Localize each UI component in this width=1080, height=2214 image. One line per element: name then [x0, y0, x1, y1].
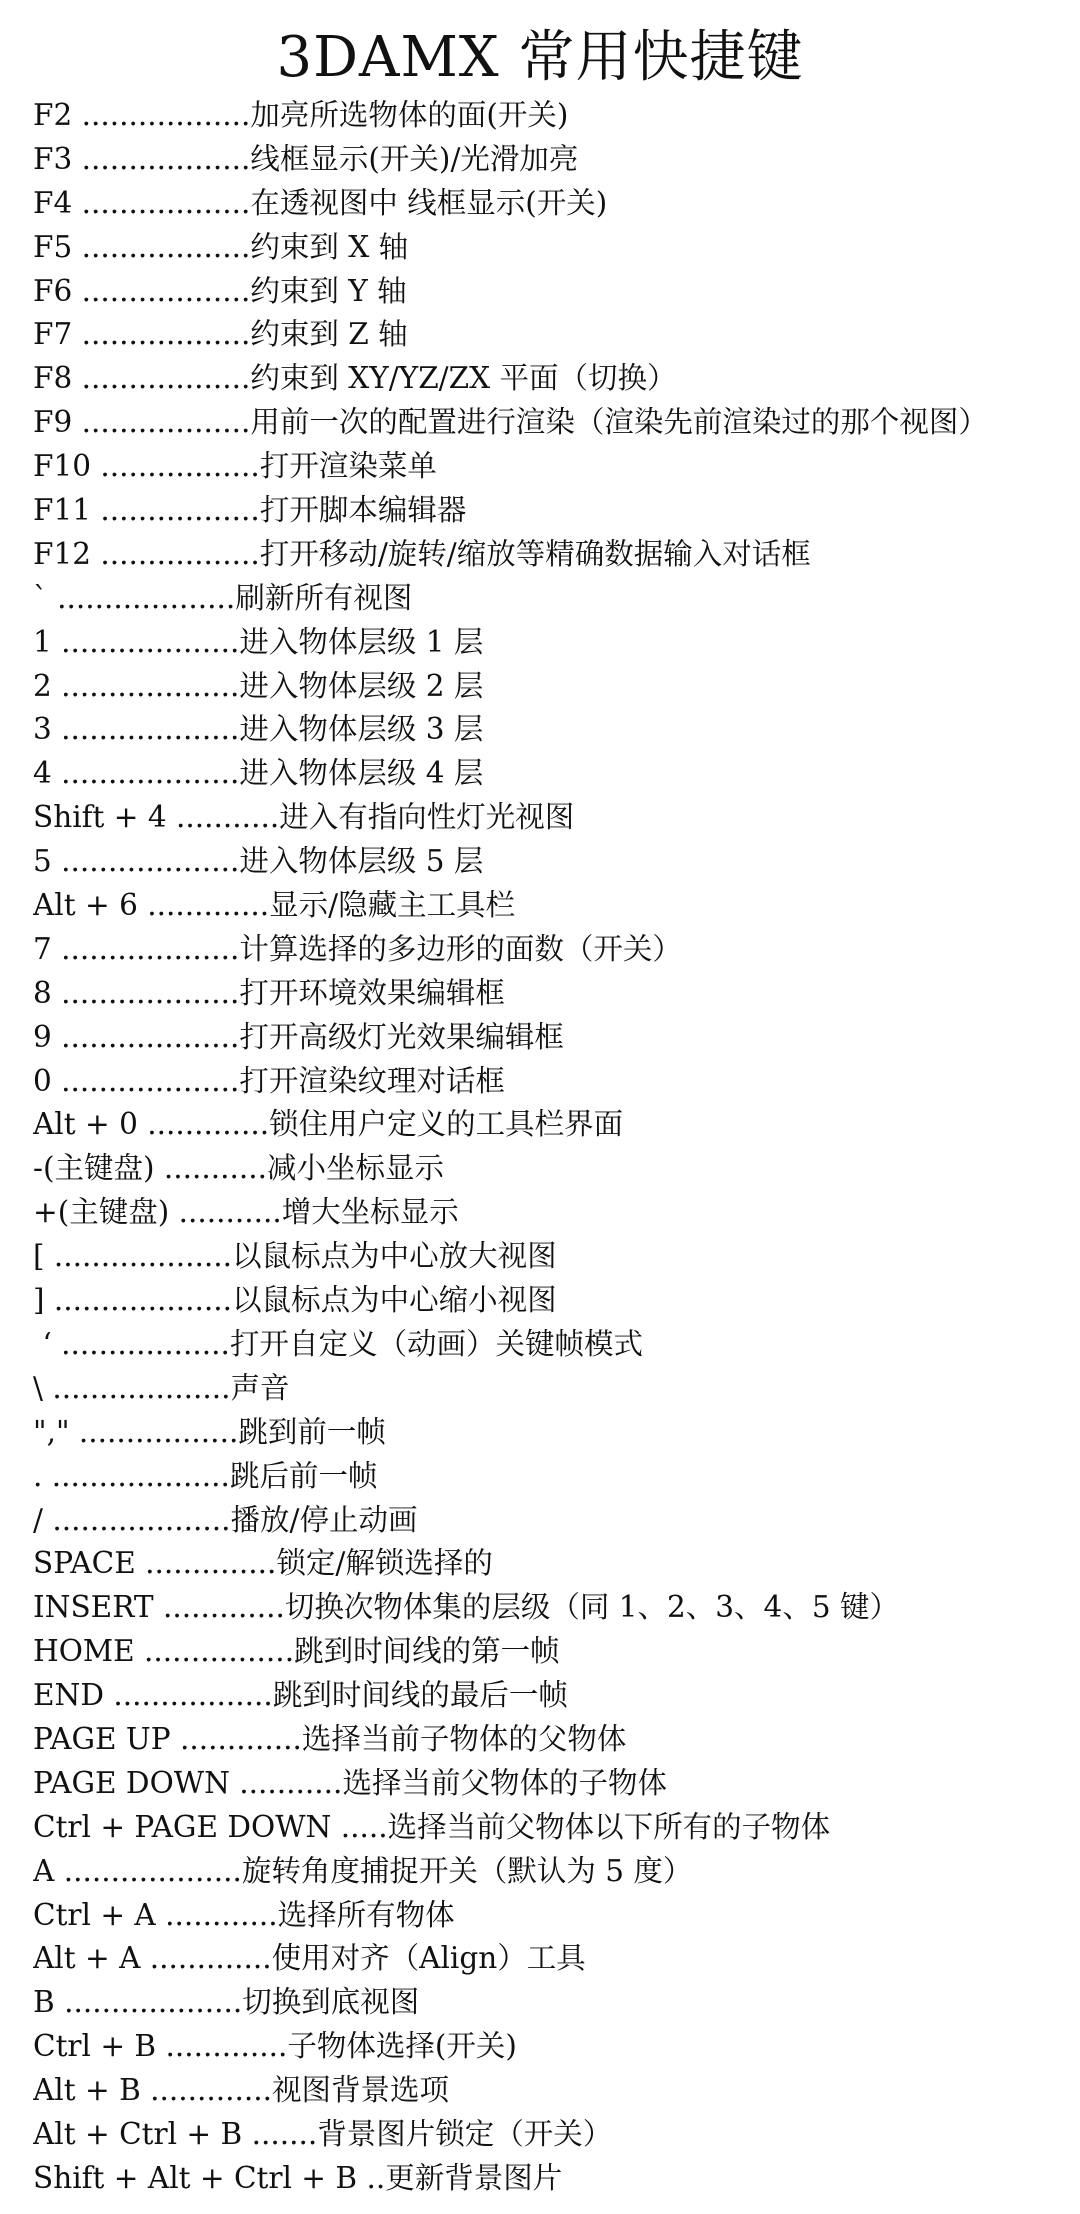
shortcut-key: -(主键盘) — [33, 1151, 164, 1186]
shortcut-description: 进入物体层级 1 层 — [239, 624, 484, 659]
dot-leader: ................. — [113, 1678, 273, 1713]
dot-leader: .. — [366, 2160, 386, 2195]
shortcut-description: 跳到时间线的最后一帧 — [272, 1678, 568, 1713]
dot-leader: ........... — [163, 1151, 268, 1186]
shortcut-key: F12 — [33, 536, 101, 571]
shortcut-description: 打开渲染纹理对话框 — [239, 1063, 505, 1098]
shortcut-key: Shift + 4 — [33, 800, 177, 835]
shortcut-description: 选择当前父物体的子物体 — [342, 1765, 667, 1800]
shortcut-key: F4 — [33, 185, 82, 220]
list-item — [33, 1674, 1073, 1718]
shortcut-description: 进入有指向性灯光视图 — [279, 800, 575, 835]
dot-leader: ........... — [178, 1195, 282, 1230]
shortcut-key: Alt + 6 — [33, 888, 148, 923]
dot-leader: ............. — [149, 1941, 272, 1976]
shortcut-description: 加亮所选物体的面(开关) — [250, 98, 569, 132]
list-item — [33, 1937, 1073, 1981]
dot-leader: ............. — [162, 1590, 285, 1625]
shortcut-description: 以鼠标点为中心放大视图 — [232, 1239, 557, 1274]
dot-leader: ................... — [63, 1853, 242, 1888]
shortcut-key: END — [33, 1678, 114, 1713]
shortcut-key: PAGE UP — [33, 1721, 181, 1756]
shortcut-key: 4 — [33, 756, 62, 791]
dot-leader: ....... — [251, 2116, 318, 2151]
list-item — [33, 357, 1073, 401]
list-item — [33, 1060, 1073, 1104]
list-item — [33, 94, 1073, 138]
list-item — [33, 577, 1073, 621]
shortcut-description: 视图背景选项 — [272, 2073, 450, 2108]
dot-leader: ................. — [78, 1414, 239, 1449]
shortcut-key: Alt + Ctrl + B — [33, 2116, 252, 2151]
shortcut-description: 跳到时间线的第一帧 — [294, 1634, 560, 1669]
shortcut-key: F5 — [33, 229, 82, 264]
dot-leader: ........... — [176, 800, 280, 835]
shortcut-key: Shift + Alt + Ctrl + B — [33, 2160, 367, 2195]
dot-leader: ................... — [61, 756, 240, 791]
shortcut-description: 锁定/解锁选择的 — [276, 1546, 493, 1581]
shortcut-key: ‘ — [33, 1326, 62, 1361]
shortcut-description: 显示/隐藏主工具栏 — [269, 888, 516, 923]
list-item — [33, 1894, 1073, 1938]
shortcut-key: Ctrl + PAGE DOWN — [33, 1809, 341, 1844]
list-item — [33, 1806, 1073, 1850]
dot-leader: ................... — [61, 1063, 240, 1098]
shortcut-description: 选择所有物体 — [277, 1897, 455, 1932]
shortcut-key: 2 — [33, 668, 62, 703]
shortcut-description: 播放/停止动画 — [230, 1502, 418, 1537]
list-item — [33, 2069, 1073, 2113]
list-item — [33, 1279, 1073, 1323]
shortcut-key: 5 — [33, 844, 62, 879]
list-item — [33, 1367, 1073, 1411]
dot-leader: .................. — [61, 1326, 230, 1361]
shortcut-key: 0 — [33, 1063, 62, 1098]
shortcut-key: +(主键盘) — [33, 1195, 179, 1230]
shortcut-description: 以鼠标点为中心缩小视图 — [232, 1283, 557, 1318]
shortcut-description: 约束到 XY/YZ/ZX 平面（切换） — [250, 361, 677, 396]
shortcut-description: 打开高级灯光效果编辑框 — [239, 1019, 564, 1054]
shortcut-description: 线框显示(开关)/光滑加亮 — [250, 141, 579, 176]
shortcut-description: 约束到 Z 轴 — [250, 317, 408, 352]
dot-leader: ................... — [61, 975, 240, 1010]
dot-leader: .................. — [81, 98, 251, 132]
list-item — [33, 884, 1073, 928]
list-item — [33, 270, 1073, 314]
list-item — [33, 1191, 1073, 1235]
shortcut-key: 8 — [33, 975, 62, 1010]
shortcut-key: Alt + A — [33, 1941, 150, 1976]
shortcut-description: 打开环境效果编辑框 — [239, 975, 505, 1010]
list-item — [33, 1762, 1073, 1806]
list-item — [33, 1981, 1073, 2025]
dot-leader: ................... — [61, 1019, 240, 1054]
shortcut-key: PAGE DOWN — [33, 1765, 240, 1800]
dot-leader: ................... — [52, 1370, 231, 1405]
dot-leader: .................. — [81, 317, 251, 352]
shortcut-description: 打开渲染菜单 — [259, 449, 437, 484]
dot-leader: ................... — [61, 712, 240, 747]
list-item — [33, 796, 1073, 840]
dot-leader: .................. — [81, 141, 251, 176]
dot-leader: ............. — [180, 1721, 302, 1756]
list-item — [33, 1016, 1073, 1060]
shortcut-description: 增大坐标显示 — [281, 1195, 459, 1230]
dot-leader: .................. — [81, 361, 251, 396]
shortcut-description: 子物体选择(开关) — [287, 2029, 517, 2064]
shortcut-description: 约束到 X 轴 — [250, 229, 409, 264]
list-item — [33, 621, 1073, 665]
shortcut-description: 更新背景图片 — [385, 2160, 563, 2195]
shortcut-key: [ — [33, 1239, 54, 1274]
list-item — [33, 2113, 1073, 2157]
dot-leader: ............ — [165, 1897, 278, 1932]
shortcut-key: F9 — [33, 405, 82, 440]
dot-leader: .................. — [81, 229, 251, 264]
list-item — [33, 1718, 1073, 1762]
list-item — [33, 1103, 1073, 1147]
shortcut-description: 锁住用户定义的工具栏界面 — [269, 1107, 624, 1142]
shortcut-key: F11 — [33, 493, 101, 528]
shortcut-description: 使用对齐（Align）工具 — [271, 1941, 586, 1976]
list-item — [33, 1630, 1073, 1674]
shortcut-key: B — [33, 1985, 65, 2020]
shortcut-key: 1 — [33, 624, 62, 659]
shortcut-description: 用前一次的配置进行渲染（渲染先前渲染过的那个视图） — [250, 405, 988, 440]
dot-leader: .................. — [81, 273, 251, 308]
dot-leader: ................... — [61, 931, 240, 966]
list-item — [33, 313, 1073, 357]
shortcut-description: 进入物体层级 3 层 — [239, 712, 484, 747]
shortcut-key: ] — [33, 1283, 54, 1318]
list-item — [33, 445, 1073, 489]
shortcut-key: F8 — [33, 361, 82, 396]
list-item — [33, 489, 1073, 533]
shortcut-key: A — [33, 1853, 64, 1888]
dot-leader: ................ — [144, 1634, 295, 1669]
shortcut-description: 减小坐标显示 — [267, 1151, 445, 1186]
list-item — [33, 1586, 1073, 1630]
shortcut-key: ` — [33, 580, 58, 615]
shortcut-description: 约束到 Y 轴 — [250, 273, 407, 308]
shortcut-key: 7 — [33, 931, 62, 966]
list-item — [33, 1235, 1073, 1279]
list-item — [33, 401, 1073, 445]
shortcut-list — [33, 94, 1073, 2201]
shortcut-key: "," — [33, 1414, 79, 1449]
dot-leader: .................. — [81, 405, 251, 440]
dot-leader: ................... — [51, 1458, 230, 1493]
shortcut-key: F6 — [33, 273, 82, 308]
list-item — [33, 1499, 1073, 1543]
dot-leader: .............. — [145, 1546, 277, 1581]
list-item — [33, 928, 1073, 972]
shortcut-description: 进入物体层级 2 层 — [239, 668, 484, 703]
dot-leader: ............. — [165, 2029, 288, 2064]
page-title: 3DAMX 常用快捷键 — [276, 25, 804, 90]
shortcut-description: 旋转角度捕捉开关（默认为 5 度） — [241, 1853, 693, 1888]
shortcut-key: \ — [33, 1370, 53, 1405]
shortcut-key: F3 — [33, 141, 82, 176]
list-item — [33, 1542, 1073, 1586]
dot-leader: ............. — [150, 2073, 273, 2108]
shortcut-key: F2 — [33, 98, 82, 132]
shortcut-key: HOME — [33, 1634, 145, 1669]
shortcut-key: / — [33, 1502, 53, 1537]
list-item — [33, 182, 1073, 226]
shortcut-key: SPACE — [33, 1546, 146, 1581]
shortcut-key: Ctrl + B — [33, 2029, 166, 2064]
dot-leader: ................... — [61, 844, 240, 879]
shortcut-description: 跳到前一帧 — [238, 1414, 386, 1449]
dot-leader: ................... — [53, 1239, 233, 1274]
list-item — [33, 708, 1073, 752]
shortcut-key: Alt + B — [33, 2073, 151, 2108]
shortcut-description: 选择当前父物体以下所有的子物体 — [387, 1809, 831, 1844]
shortcut-description: 计算选择的多边形的面数（开关） — [239, 931, 682, 966]
shortcut-key: 9 — [33, 1019, 62, 1054]
list-item — [33, 2157, 1073, 2201]
shortcut-key: F7 — [33, 317, 82, 352]
dot-leader: ................... — [61, 624, 240, 659]
shortcut-key: . — [33, 1458, 52, 1493]
shortcut-key: F10 — [33, 449, 101, 484]
shortcut-key: INSERT — [33, 1590, 163, 1625]
dot-leader: ................. — [100, 493, 260, 528]
shortcut-description: 进入物体层级 5 层 — [239, 844, 484, 879]
list-item — [33, 533, 1073, 577]
shortcut-description: 打开脚本编辑器 — [259, 493, 467, 528]
shortcut-description: 声音 — [230, 1370, 290, 1405]
list-item — [33, 1455, 1073, 1499]
list-item — [33, 665, 1073, 709]
shortcut-key: Ctrl + A — [33, 1897, 166, 1932]
shortcut-description: 选择当前子物体的父物体 — [301, 1721, 627, 1756]
list-item — [33, 1147, 1073, 1191]
dot-leader: .................. — [81, 185, 251, 220]
shortcut-description: 打开移动/旋转/缩放等精确数据输入对话框 — [259, 536, 811, 571]
shortcut-description: 背景图片锁定（开关） — [317, 2116, 613, 2151]
dot-leader: ................... — [64, 1985, 243, 2020]
list-item — [33, 138, 1073, 182]
shortcut-description: 在透视图中 线框显示(开关) — [250, 185, 608, 220]
dot-leader: ................. — [100, 536, 260, 571]
dot-leader: ................... — [61, 668, 240, 703]
list-item — [33, 840, 1073, 884]
dot-leader: ................... — [53, 1283, 233, 1318]
shortcut-key: 3 — [33, 712, 62, 747]
dot-leader: ..... — [340, 1809, 388, 1844]
dot-leader: ................... — [52, 1502, 231, 1537]
shortcut-description: 打开自定义（动画）关键帧模式 — [229, 1326, 643, 1361]
list-item — [33, 972, 1073, 1016]
shortcut-description: 切换到底视图 — [242, 1985, 420, 2020]
dot-leader: ............. — [147, 888, 270, 923]
list-item — [33, 752, 1073, 796]
shortcut-description: 切换次物体集的层级（同 1、2、3、4、5 键） — [284, 1590, 899, 1625]
list-item — [33, 1411, 1073, 1455]
list-item — [33, 226, 1073, 270]
shortcut-description: 跳后前一帧 — [229, 1458, 378, 1493]
dot-leader: ........... — [239, 1765, 343, 1800]
dot-leader: ................. — [100, 449, 260, 484]
shortcut-description: 刷新所有视图 — [235, 580, 413, 615]
list-item — [33, 1850, 1073, 1894]
shortcut-key: Alt + 0 — [33, 1107, 148, 1142]
dot-leader: ............. — [147, 1107, 270, 1142]
list-item — [33, 1323, 1073, 1367]
dot-leader: ................... — [57, 580, 236, 615]
shortcut-description: 进入物体层级 4 层 — [239, 756, 484, 791]
list-item — [33, 2025, 1073, 2069]
